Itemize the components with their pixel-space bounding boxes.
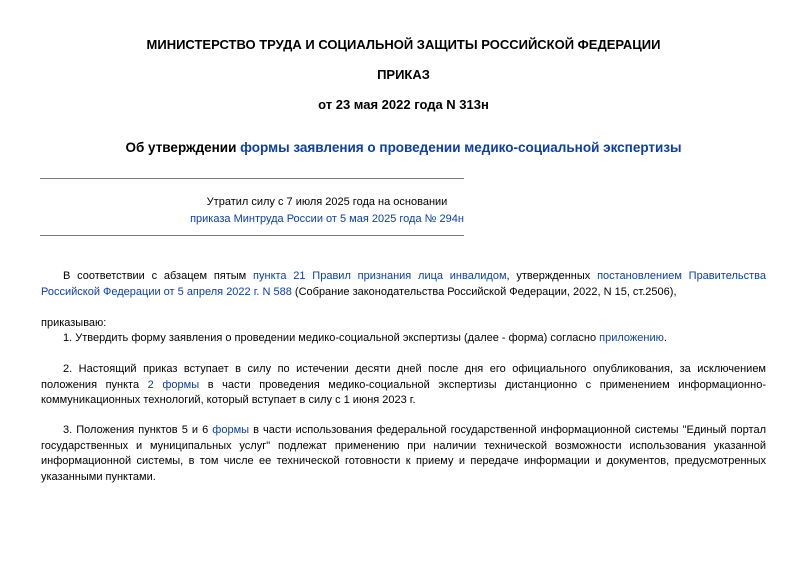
status-divider-top bbox=[40, 178, 464, 179]
rules-point-21-link[interactable]: пункта 21 Правил признания лица инвалидом bbox=[253, 270, 507, 282]
document-date: от 23 мая 2022 года N 313н bbox=[318, 97, 489, 112]
intro-text-1: В соответствии с абзацем пятым bbox=[63, 270, 254, 282]
form-link[interactable]: формы bbox=[212, 424, 250, 436]
status-link-row bbox=[40, 212, 614, 227]
item-1-paragraph bbox=[41, 331, 766, 347]
ministry-heading: МИНИСТЕРСТВО ТРУДА И СОЦИАЛЬНОЙ ЗАЩИТЫ РОССИЙСКОЙ ФЕДЕРАЦИИ bbox=[146, 37, 661, 52]
item-2-text-1: 2. Настоящий приказ вступает в силу по истечении десяти дней после дня его официального опубликования, за исключением положения пункта bbox=[41, 363, 766, 391]
item-3-text-1: 3. Положения пунктов 5 и 6 bbox=[63, 424, 213, 436]
government-decree-link[interactable]: постановлением Правительства Российской Федерации от 5 апреля 2022 г. N 588 bbox=[41, 270, 766, 298]
intro-paragraph bbox=[41, 269, 766, 300]
status-divider-bottom bbox=[40, 235, 464, 236]
intro-text-2: , утвержденных bbox=[506, 270, 598, 282]
status-line: Утратил силу с 7 июля 2025 года на основании bbox=[206, 196, 448, 208]
item-1-text-2: . bbox=[663, 332, 667, 344]
item-2-text-2: в части проведения медико-социальной экспертизы дистанционно с применением информационно-коммуникационных технологий, который вступает в силу с 1 июня 2023 г. bbox=[41, 378, 766, 406]
item-3-text-2: в части использования федеральной государственной информационной системы "Единый портал государственных и муниципальных услуг" подлежат применению при наличии технической возможности использования указанной информационной системы, в том числе ее технической готовности к приему и передаче информации и документов, предусмотренных указанными пунктами. bbox=[41, 424, 766, 483]
title-form-link[interactable]: формы заявления о проведении медико-социальной экспертизы bbox=[240, 140, 682, 155]
form-point-2-link[interactable]: 2 формы bbox=[147, 378, 200, 391]
document-title bbox=[0, 139, 807, 156]
document-type: ПРИКАЗ bbox=[377, 67, 430, 82]
order-word: приказываю: bbox=[41, 317, 107, 329]
item-2-paragraph bbox=[41, 362, 766, 409]
intro-text-3: (Собрание законодательства Российской Федерации, 2022, N 15, ст.2506), bbox=[291, 285, 677, 298]
item-1-text-1: 1. Утвердить форму заявления о проведении медико-социальной экспертизы (далее - форма) согласно bbox=[63, 332, 600, 344]
title-prefix: Об утверждении bbox=[125, 140, 241, 155]
item-3-paragraph bbox=[41, 423, 766, 485]
repeal-order-link[interactable]: приказа Минтруда России от 5 мая 2025 года № 294н bbox=[190, 213, 464, 225]
appendix-link[interactable]: приложению bbox=[599, 332, 664, 344]
